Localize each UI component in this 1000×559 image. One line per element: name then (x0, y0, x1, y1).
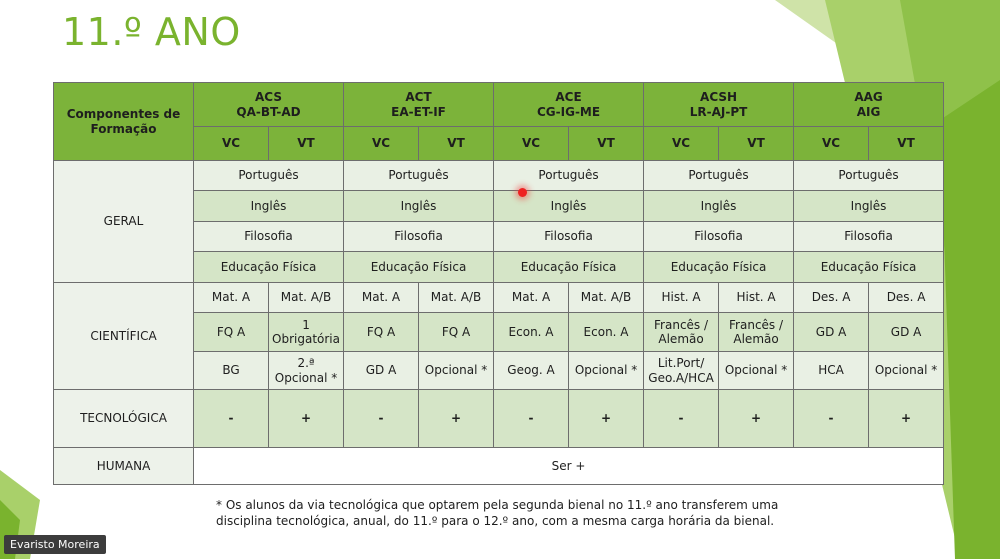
subject-cell: Inglês (644, 191, 794, 222)
category-humana: HUMANA (54, 448, 194, 485)
humana-value: Ser + (194, 448, 944, 485)
category-geral: GERAL (54, 161, 194, 283)
vt-header: VT (569, 127, 644, 161)
footnote (216, 497, 778, 529)
vc-header: VC (794, 127, 869, 161)
subject-cell: Opcional * (569, 352, 644, 390)
minus-symbol: - (194, 390, 269, 448)
plus-symbol: + (869, 390, 944, 448)
course-header-acs: ACS QA-BT-AD (194, 83, 344, 127)
subject-cell: 2.ª Opcional * (269, 352, 344, 390)
vt-header: VT (419, 127, 494, 161)
subject-cell: Filosofia (644, 222, 794, 252)
subject-cell: Inglês (344, 191, 494, 222)
subject-cell: Mat. A/B (569, 283, 644, 313)
subject-cell: Lit.Port/ Geo.A/HCA (644, 352, 719, 390)
subject-cell: Português (494, 161, 644, 191)
subject-cell: Educação Física (794, 252, 944, 283)
subject-cell: Francês / Alemão (644, 313, 719, 352)
subject-cell: Des. A (794, 283, 869, 313)
curriculum-table (53, 82, 944, 485)
subject-cell: Econ. A (569, 313, 644, 352)
category-cientifica: CIENTÍFICA (54, 283, 194, 390)
subject-cell: Filosofia (494, 222, 644, 252)
vc-header: VC (194, 127, 269, 161)
subject-cell: Inglês (194, 191, 344, 222)
subject-cell: Português (344, 161, 494, 191)
subject-cell: Opcional * (719, 352, 794, 390)
subject-cell: Português (194, 161, 344, 191)
vc-header: VC (494, 127, 569, 161)
minus-symbol: - (344, 390, 419, 448)
vt-header: VT (719, 127, 794, 161)
subject-cell: BG (194, 352, 269, 390)
subject-cell: Educação Física (494, 252, 644, 283)
subject-cell: Educação Física (644, 252, 794, 283)
category-tecnologica: TECNOLÓGICA (54, 390, 194, 448)
vc-header: VC (344, 127, 419, 161)
subject-cell: FQ A (194, 313, 269, 352)
minus-symbol: - (794, 390, 869, 448)
subject-cell: Português (794, 161, 944, 191)
subject-cell: GD A (869, 313, 944, 352)
subject-cell: Des. A (869, 283, 944, 313)
subject-cell: Mat. A (194, 283, 269, 313)
subject-cell: Inglês (494, 191, 644, 222)
subject-cell: Inglês (794, 191, 944, 222)
minus-symbol: - (494, 390, 569, 448)
subject-cell: Filosofia (794, 222, 944, 252)
subject-cell: GD A (344, 352, 419, 390)
subject-cell: 1 Obrigatória (269, 313, 344, 352)
subject-cell: Hist. A (719, 283, 794, 313)
course-header-aag: AAG AIG (794, 83, 944, 127)
participant-name-tag: Evaristo Moreira (4, 535, 106, 554)
subject-cell: Francês / Alemão (719, 313, 794, 352)
page-title: 11.º ANO (62, 10, 241, 54)
plus-symbol: + (269, 390, 344, 448)
subject-cell: Opcional * (419, 352, 494, 390)
subject-cell: Mat. A (344, 283, 419, 313)
subject-cell: Filosofia (344, 222, 494, 252)
subject-cell: Educação Física (194, 252, 344, 283)
subject-cell: Português (644, 161, 794, 191)
subject-cell: Filosofia (194, 222, 344, 252)
subject-cell: Mat. A/B (419, 283, 494, 313)
plus-symbol: + (719, 390, 794, 448)
plus-symbol: + (419, 390, 494, 448)
course-header-acsh: ACSH LR-AJ-PT (644, 83, 794, 127)
subject-cell: Mat. A/B (269, 283, 344, 313)
vt-header: VT (869, 127, 944, 161)
subject-cell: FQ A (344, 313, 419, 352)
course-header-ace: ACE CG-IG-ME (494, 83, 644, 127)
footnote-line: * Os alunos da via tecnológica que optarem pela segunda bienal no 11.º ano transferem uma (216, 498, 779, 512)
subject-cell: Opcional * (869, 352, 944, 390)
subject-cell: Geog. A (494, 352, 569, 390)
subject-cell: Mat. A (494, 283, 569, 313)
course-header-act: ACT EA-ET-IF (344, 83, 494, 127)
laser-pointer-dot (518, 188, 527, 197)
vc-header: VC (644, 127, 719, 161)
components-header: Componentes de Formação (54, 83, 194, 161)
subject-cell: Hist. A (644, 283, 719, 313)
subject-cell: GD A (794, 313, 869, 352)
minus-symbol: - (644, 390, 719, 448)
subject-cell: Educação Física (344, 252, 494, 283)
subject-cell: FQ A (419, 313, 494, 352)
vt-header: VT (269, 127, 344, 161)
subject-cell: Econ. A (494, 313, 569, 352)
footnote-line: disciplina tecnológica, anual, do 11.º para o 12.º ano, com a mesma carga horária da bienal. (216, 514, 775, 528)
subject-cell: HCA (794, 352, 869, 390)
plus-symbol: + (569, 390, 644, 448)
